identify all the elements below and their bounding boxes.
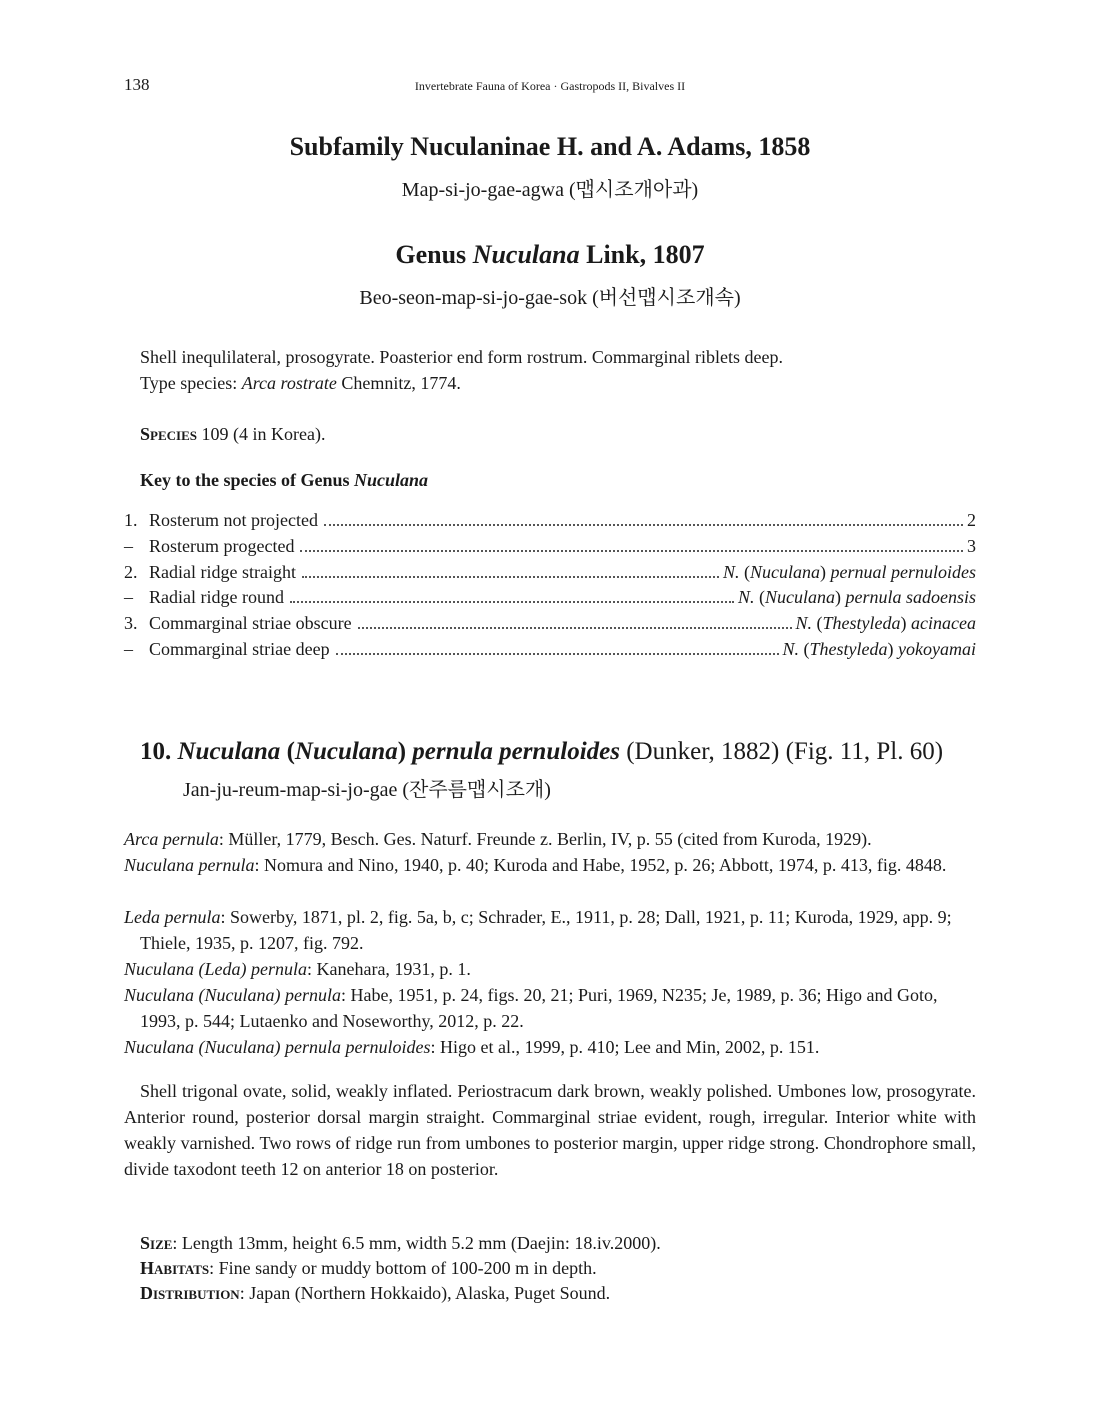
genus-korean-name: Beo-seon-map-si-jo-gae-sok (버선맵시조개속) xyxy=(359,287,741,309)
synonym-citation: : Habe, 1951, p. 24, figs. 20, 21; Puri, 1969, N235; Je, 1989, p. 36; Higo and Goto, 1993, p. 544; Lutaenko and Noseworthy, 2012, p. 22. xyxy=(140,985,938,1031)
habitats-text: : Fine sandy or muddy bottom of 100-200 m in depth. xyxy=(209,1258,597,1278)
key-row-label: Rosterum not projected xyxy=(149,510,318,530)
key-row-leader xyxy=(290,601,734,603)
key-taxon-genus: N. xyxy=(722,561,740,582)
synonym-entry xyxy=(124,982,976,1034)
key-taxon-epithet: pernual pernuloides xyxy=(830,561,976,582)
synonym-citation: : Higo et al., 1999, p. 410; Lee and Min, 2002, p. 151. xyxy=(430,1037,820,1057)
synonym-citation: : Müller, 1779, Besch. Ges. Naturf. Freunde z. Berlin, IV, p. 55 (cited from Kuroda, 1929). xyxy=(218,829,872,849)
key-taxon-subgenus: Thestyleda xyxy=(809,639,888,659)
synonym-entry xyxy=(124,826,976,852)
type-species-name: Arca rostrate xyxy=(241,373,337,393)
key-row-taxon: N. (Nuculana) pernula sadoensis xyxy=(737,587,976,608)
species-epithet: pernula pernuloides xyxy=(412,738,620,765)
species-count xyxy=(140,424,325,445)
subfamily-korean-name: Map-si-jo-gae-agwa (맵시조개아과) xyxy=(401,179,699,201)
key-taxon-epithet: yokoyamai xyxy=(898,639,976,659)
species-subgenus: Nuculana xyxy=(294,738,398,765)
distribution-text: : Japan (Northern Hokkaido), Alaska, Puget Sound. xyxy=(239,1283,611,1303)
synonym-name: Leda pernula xyxy=(124,907,221,927)
key-taxon-epithet: pernula sadoensis xyxy=(845,587,976,608)
key-row xyxy=(124,536,976,562)
key-row-label: Radial ridge straight xyxy=(149,561,296,582)
synonym-citation: : Nomura and Nino, 1940, p. 40; Kuroda and Habe, 1952, p. 26; Abbott, 1974, p. 413, fig. 4848. xyxy=(254,855,947,875)
genus-title-name: Nuculana xyxy=(472,240,580,269)
key-row-number: 1. xyxy=(124,510,138,530)
habitats-line xyxy=(140,1258,597,1279)
key-title-prefix: Key to the species of Genus xyxy=(140,470,354,490)
species-count-text: 109 (4 in Korea). xyxy=(196,424,326,444)
species-label-rest: PECIES xyxy=(150,428,197,443)
key-taxon-genus: N. xyxy=(737,587,755,608)
distribution-label-initial: D xyxy=(140,1283,153,1303)
key-taxon-subgenus: Thestyleda xyxy=(822,613,901,634)
size-text: : Length 13mm, height 6.5 mm, width 5.2 mm (Daejin: 18.iv.2000). xyxy=(172,1233,661,1253)
key-row-number: – xyxy=(124,587,133,608)
synonym-entry xyxy=(124,956,976,982)
type-species xyxy=(140,373,461,394)
key-row-number: – xyxy=(124,535,133,556)
synonym-name: Arca pernula xyxy=(124,829,219,849)
key-title xyxy=(140,470,428,491)
species-number: 10. xyxy=(140,738,172,765)
key-row-taxon: N. (Thestyleda) yokoyamai xyxy=(782,639,976,659)
key-row-taxon: N. (Thestyleda) acinacea xyxy=(795,613,976,634)
key-taxon-genus: N. xyxy=(782,639,800,659)
synonym-name: Nuculana (Nuculana) pernula pernuloides xyxy=(124,1037,431,1057)
size-line xyxy=(140,1233,661,1254)
genus-title-suffix: Link, 1807 xyxy=(579,240,705,269)
running-head: Invertebrate Fauna of Korea · Gastropods II, Bivalves II xyxy=(414,79,686,93)
species-title: 10. Nuculana (Nuculana) pernula pernuloides (Dunker, 1882) (Fig. 11, Pl. 60) xyxy=(140,738,944,765)
key-row-label: Radial ridge round xyxy=(149,587,284,608)
species-author: (Dunker, 1882) (Fig. 11, Pl. 60) xyxy=(626,738,944,765)
key-row-leader xyxy=(358,627,792,629)
key-row xyxy=(124,562,976,588)
distribution-line xyxy=(140,1283,610,1304)
size-label-rest: IZE xyxy=(150,1237,173,1252)
key-row xyxy=(124,587,976,613)
key-row xyxy=(124,613,976,639)
key-row-leader xyxy=(324,524,963,526)
key-row-label: Commarginal striae obscure xyxy=(149,613,352,634)
size-label-initial: S xyxy=(140,1233,151,1253)
key-row-leader xyxy=(336,653,779,655)
key-row-label: Rosterum progected xyxy=(149,535,295,556)
subfamily-title: Subfamily Nuculaninae H. and A. Adams, 1858 xyxy=(289,132,811,161)
species-description: Shell trigonal ovate, solid, weakly inflated. Periostracum dark brown, weakly polished. Umbones low, prosogyrate. Anterior round, posterior dorsal margin straight. Commarginal striae evident, rough, irregular. Interior white with weakly varnished. Two rows of ridge run from umbones to posterior margin, upper ridge strong. Chondrophore small, divide taxodont teeth 12 on anterior 18 on posterior. xyxy=(124,1081,976,1179)
key-title-genus: Nuculana xyxy=(353,470,429,490)
key-row xyxy=(124,639,976,665)
page-number: 138 xyxy=(124,75,150,94)
genus-title xyxy=(0,240,1100,270)
synonym-entry xyxy=(124,1034,976,1060)
synonym-name: Nuculana pernula xyxy=(124,855,255,875)
synonym-entry xyxy=(124,852,976,878)
key-row-taxon: N. (Nuculana) pernual pernuloides xyxy=(722,561,976,582)
key-row-number: 2. xyxy=(124,561,138,582)
distribution-label-rest: ISTRIBUTION xyxy=(153,1287,240,1302)
synonym-citation: : Kanehara, 1931, p. 1. xyxy=(306,959,471,979)
species-label-initial: S xyxy=(140,424,151,444)
genus-diagnosis: Shell inequlilateral, prosogyrate. Poasterior end form rostrum. Commarginal riblets deep. xyxy=(140,347,784,367)
key-row-number: – xyxy=(124,639,133,659)
key-taxon-epithet: acinacea xyxy=(911,613,976,634)
synonym-name: Nuculana (Leda) pernula xyxy=(124,959,307,979)
synonym-citation: : Sowerby, 1871, pl. 2, fig. 5a, b, c; Schrader, E., 1911, p. 28; Dall, 1921, p. 11; Kuroda, 1929, app. 9; Thiele, 1935, p. 1207, fig. 792. xyxy=(140,907,952,953)
synonym-entry xyxy=(124,904,976,956)
key-row-leader xyxy=(300,550,963,552)
key-taxon-genus: N. xyxy=(795,613,813,634)
habitats-label-initial: H xyxy=(140,1258,155,1278)
key-row-number: 3. xyxy=(124,613,138,634)
key-row xyxy=(124,510,976,536)
type-species-author: Chemnitz, 1774. xyxy=(336,373,461,393)
genus-title-prefix: Genus xyxy=(395,240,473,269)
key-taxon-subgenus: Nuculana xyxy=(750,561,820,582)
type-species-label: Type species: xyxy=(140,373,242,393)
synonym-name: Nuculana (Nuculana) pernula xyxy=(124,985,341,1005)
species-genus: Nuculana xyxy=(177,738,281,765)
key-row-result: 2 xyxy=(967,510,976,530)
key-taxon-subgenus: Nuculana xyxy=(765,587,835,608)
key-row-label: Commarginal striae deep xyxy=(149,639,330,659)
species-korean-name: Jan-ju-reum-map-si-jo-gae (잔주름맵시조개) xyxy=(183,779,551,801)
key-row-leader xyxy=(302,576,719,578)
key-row-result: 3 xyxy=(967,535,976,556)
habitats-label-rest: ABITATS xyxy=(154,1262,210,1277)
